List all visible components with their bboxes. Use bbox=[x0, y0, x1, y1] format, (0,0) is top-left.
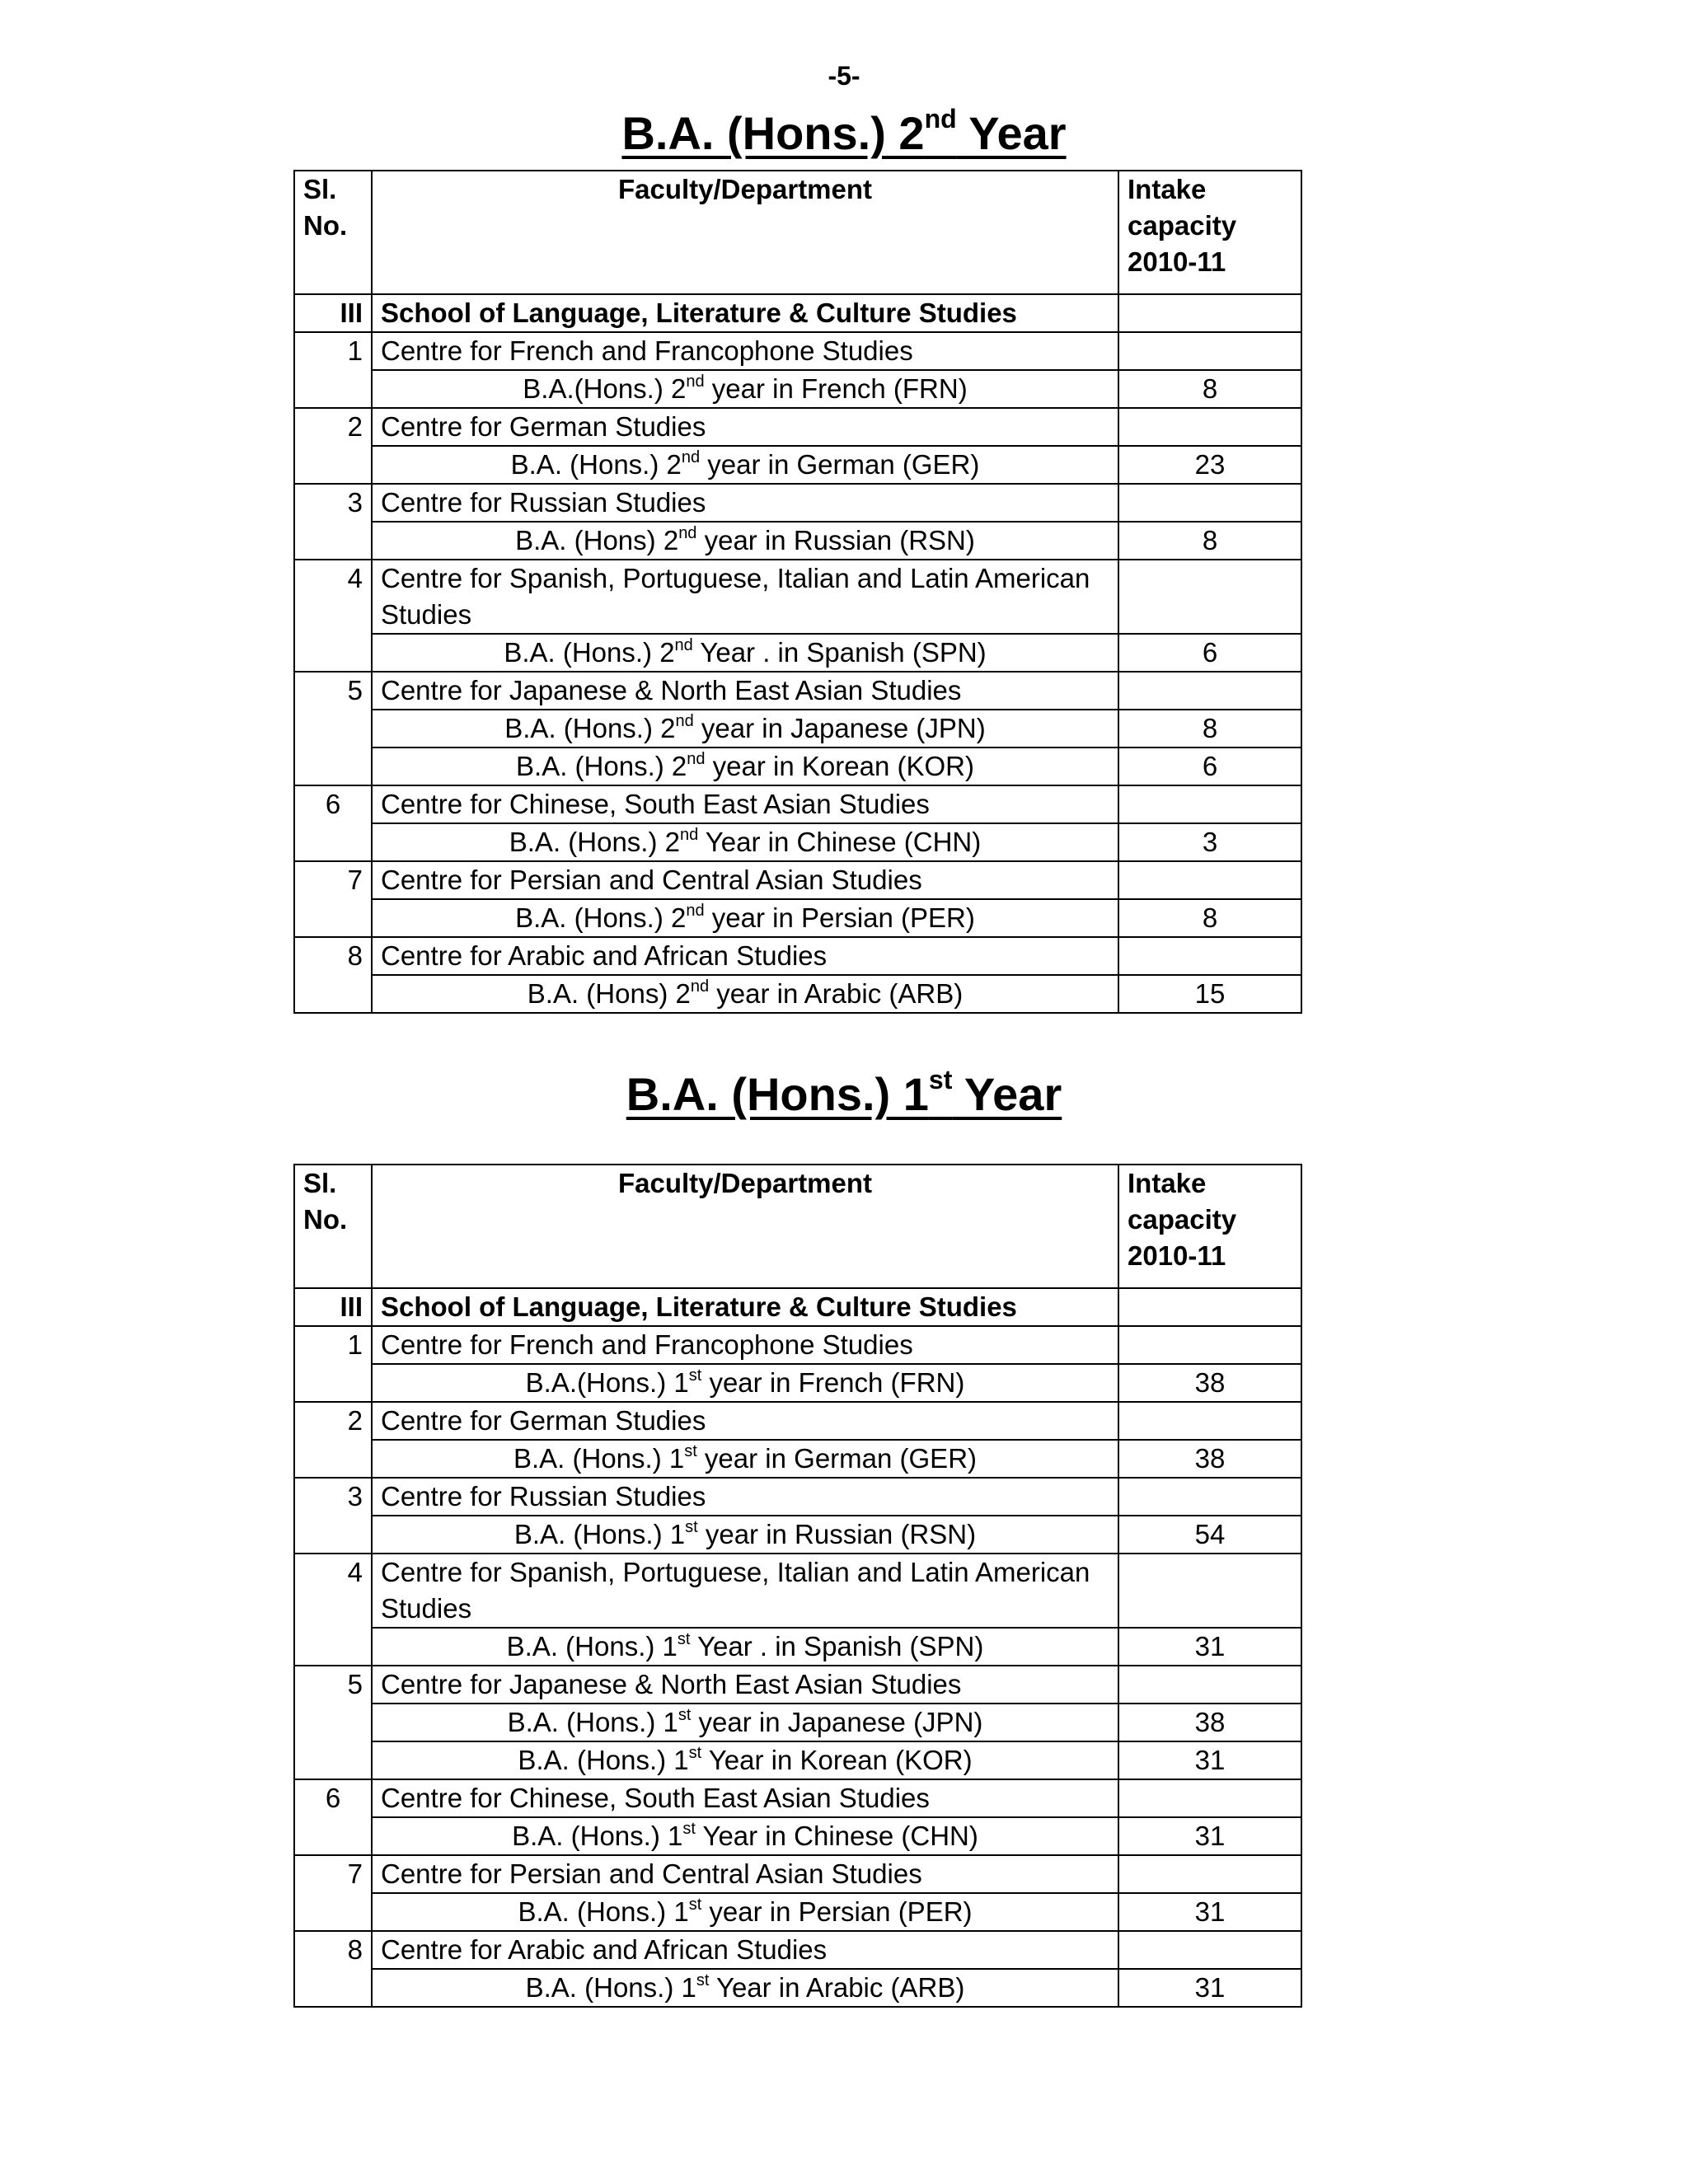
centre-capacity-cell bbox=[1118, 937, 1301, 975]
school-sl: III bbox=[294, 1288, 372, 1326]
programme-name-text: year in German (GER) bbox=[696, 1443, 978, 1474]
programme-name-text: year in Arabic (ARB) bbox=[709, 978, 964, 1009]
programme-name-text: year in Russian (RSN) bbox=[696, 525, 975, 555]
section-title-second-year: B.A. (Hons.) 2nd Year bbox=[621, 104, 1067, 159]
centre-row bbox=[294, 1666, 1301, 1704]
programme-row bbox=[294, 1741, 1301, 1779]
centre-capacity-cell bbox=[1118, 484, 1301, 522]
programme-row bbox=[294, 370, 1301, 408]
centre-capacity-cell bbox=[1118, 1855, 1301, 1893]
programme-name-text: Year in Chinese (CHN) bbox=[698, 827, 982, 857]
centre-name: Centre for Russian Studies bbox=[372, 484, 1118, 522]
serial-number: 6 bbox=[294, 1779, 372, 1855]
school-name: School of Language, Literature & Culture Studies bbox=[372, 294, 1118, 332]
table-header-row bbox=[294, 1165, 1301, 1288]
programme-name-text: B.A.(Hons.) 1 bbox=[525, 1367, 689, 1398]
programme-name-text: B.A. (Hons.) 2 bbox=[509, 827, 680, 857]
programme-name-text: year in French (FRN) bbox=[704, 373, 968, 404]
centre-row bbox=[294, 332, 1301, 370]
programme-name-text: B.A. (Hons.) 2 bbox=[516, 751, 687, 781]
serial-number: 4 bbox=[294, 560, 372, 672]
serial-number: 5 bbox=[294, 1666, 372, 1779]
centre-name: Centre for Persian and Central Asian Studies bbox=[372, 1855, 1118, 1893]
centre-capacity-cell bbox=[1118, 408, 1301, 446]
intake-capacity-value: 3 bbox=[1118, 823, 1301, 861]
page-number: -5- bbox=[828, 61, 860, 91]
centre-row bbox=[294, 484, 1301, 522]
programme-name-text: B.A. (Hons.) 1 bbox=[513, 1443, 685, 1474]
programme-row bbox=[294, 710, 1301, 748]
centre-name: Centre for Spanish, Portuguese, Italian and Latin American Studies bbox=[372, 1554, 1118, 1628]
intake-capacity-value: 8 bbox=[1118, 370, 1301, 408]
school-sl: III bbox=[294, 294, 372, 332]
serial-number: 5 bbox=[294, 672, 372, 785]
centre-name: Centre for Arabic and African Studies bbox=[372, 1931, 1118, 1969]
programme-name-text: year in German (GER) bbox=[700, 449, 980, 480]
programme-name bbox=[372, 1704, 1118, 1741]
centre-row bbox=[294, 1779, 1301, 1817]
header-intake-capacity: Intake capacity 2010-11 bbox=[1118, 1165, 1301, 1288]
centre-name: Centre for French and Francophone Studies bbox=[372, 332, 1118, 370]
serial-number: 3 bbox=[294, 484, 372, 560]
centre-name: Centre for French and Francophone Studies bbox=[372, 1326, 1118, 1364]
intake-capacity-value: 38 bbox=[1118, 1364, 1301, 1402]
centre-row bbox=[294, 1478, 1301, 1516]
programme-name-text: Year . in Spanish (SPN) bbox=[692, 637, 987, 668]
programme-name bbox=[372, 1969, 1118, 2007]
centre-row bbox=[294, 937, 1301, 975]
centre-name: Centre for Japanese & North East Asian Studies bbox=[372, 672, 1118, 710]
programme-name-text: Year . in Spanish (SPN) bbox=[690, 1631, 984, 1661]
centre-name: Centre for Chinese, South East Asian Studies bbox=[372, 1779, 1118, 1817]
serial-number: 8 bbox=[294, 1931, 372, 2007]
programme-row bbox=[294, 1704, 1301, 1741]
serial-number: 7 bbox=[294, 1855, 372, 1931]
section-title-first-year: B.A. (Hons.) 1st Year bbox=[626, 1065, 1062, 1120]
programme-name-text: year in Korean (KOR) bbox=[705, 751, 974, 781]
programme-name-text: B.A. (Hons.) 2 bbox=[504, 713, 676, 743]
centre-name: Centre for Persian and Central Asian Studies bbox=[372, 861, 1118, 899]
header-sl-no: Sl. No. bbox=[294, 1165, 372, 1288]
centre-capacity-cell bbox=[1118, 1326, 1301, 1364]
centre-row bbox=[294, 1554, 1301, 1628]
programme-row bbox=[294, 446, 1301, 484]
centre-capacity-cell bbox=[1118, 1779, 1301, 1817]
programme-year-suffix: nd bbox=[678, 524, 697, 542]
programme-row bbox=[294, 975, 1301, 1013]
intake-capacity-value: 54 bbox=[1118, 1516, 1301, 1554]
centre-capacity-cell bbox=[1118, 861, 1301, 899]
programme-year-suffix: st bbox=[678, 1706, 692, 1724]
programme-name-text: B.A.(Hons.) 2 bbox=[523, 373, 687, 404]
programme-year-suffix: st bbox=[688, 1896, 702, 1914]
intake-capacity-value: 31 bbox=[1118, 1817, 1301, 1855]
programme-row bbox=[294, 1893, 1301, 1931]
centre-name: Centre for German Studies bbox=[372, 408, 1118, 446]
intake-capacity-value: 15 bbox=[1118, 975, 1301, 1013]
programme-name-text: B.A. (Hons.) 1 bbox=[525, 1972, 696, 2003]
centre-row bbox=[294, 1326, 1301, 1364]
programme-name-text: year in Russian (RSN) bbox=[697, 1519, 977, 1549]
serial-number: 7 bbox=[294, 861, 372, 937]
programme-year-suffix: st bbox=[688, 1366, 702, 1385]
intake-capacity-value: 6 bbox=[1118, 748, 1301, 785]
programme-name-text: year in Persian (PER) bbox=[701, 1896, 973, 1927]
programme-name-text: B.A. (Hons.) 1 bbox=[518, 1745, 689, 1775]
centre-name: Centre for Chinese, South East Asian Studies bbox=[372, 785, 1118, 823]
programme-name-text: B.A. (Hons.) 2 bbox=[510, 449, 682, 480]
programme-year-suffix: st bbox=[688, 1744, 702, 1762]
serial-number: 1 bbox=[294, 332, 372, 408]
centre-capacity-cell bbox=[1118, 560, 1301, 634]
intake-capacity-value: 31 bbox=[1118, 1893, 1301, 1931]
centre-name: Centre for Japanese & North East Asian Studies bbox=[372, 1666, 1118, 1704]
programme-name bbox=[372, 522, 1118, 560]
programme-name-text: year in French (FRN) bbox=[701, 1367, 965, 1398]
table-header-row bbox=[294, 171, 1301, 294]
programme-row bbox=[294, 823, 1301, 861]
intake-capacity-value: 23 bbox=[1118, 446, 1301, 484]
programme-year-suffix: nd bbox=[674, 636, 693, 654]
intake-capacity-value: 31 bbox=[1118, 1969, 1301, 2007]
programme-row bbox=[294, 634, 1301, 672]
centre-capacity-cell bbox=[1118, 332, 1301, 370]
programme-name-text: B.A. (Hons) 2 bbox=[527, 978, 691, 1009]
school-row bbox=[294, 1288, 1301, 1326]
programme-year-suffix: st bbox=[682, 1820, 696, 1838]
centre-row bbox=[294, 1855, 1301, 1893]
programme-name bbox=[372, 446, 1118, 484]
header-faculty-department: Faculty/Department bbox=[372, 171, 1118, 294]
school-capacity-cell bbox=[1118, 294, 1301, 332]
intake-capacity-value: 38 bbox=[1118, 1440, 1301, 1478]
school-capacity-cell bbox=[1118, 1288, 1301, 1326]
serial-number: 8 bbox=[294, 937, 372, 1013]
intake-capacity-value: 8 bbox=[1118, 899, 1301, 937]
centre-name: Centre for German Studies bbox=[372, 1402, 1118, 1440]
programme-name-text: B.A. (Hons) 2 bbox=[515, 525, 679, 555]
serial-number: 2 bbox=[294, 408, 372, 484]
programme-name-text: B.A. (Hons.) 1 bbox=[513, 1519, 686, 1549]
intake-capacity-value: 31 bbox=[1118, 1741, 1301, 1779]
centre-capacity-cell bbox=[1118, 1931, 1301, 1969]
centre-name: Centre for Arabic and African Studies bbox=[372, 937, 1118, 975]
intake-table-first-year bbox=[293, 1164, 1302, 2008]
programme-name bbox=[372, 1741, 1118, 1779]
centre-capacity-cell bbox=[1118, 785, 1301, 823]
programme-name bbox=[372, 1893, 1118, 1931]
intake-capacity-value: 8 bbox=[1118, 522, 1301, 560]
programme-name-text: year in Japanese (JPN) bbox=[693, 713, 986, 743]
programme-year-suffix: nd bbox=[686, 902, 705, 920]
intake-capacity-value: 31 bbox=[1118, 1628, 1301, 1666]
programme-name bbox=[372, 634, 1118, 672]
programme-name bbox=[372, 1516, 1118, 1554]
centre-capacity-cell bbox=[1118, 1554, 1301, 1628]
centre-row bbox=[294, 785, 1301, 823]
programme-year-suffix: nd bbox=[687, 750, 706, 768]
programme-name-text: B.A. (Hons.) 1 bbox=[512, 1821, 683, 1851]
programme-name-text: year in Japanese (JPN) bbox=[691, 1707, 983, 1737]
centre-capacity-cell bbox=[1118, 1402, 1301, 1440]
programme-name bbox=[372, 1817, 1118, 1855]
programme-row bbox=[294, 1516, 1301, 1554]
programme-row bbox=[294, 1628, 1301, 1666]
header-intake-capacity: Intake capacity 2010-11 bbox=[1118, 171, 1301, 294]
intake-capacity-value: 38 bbox=[1118, 1704, 1301, 1741]
programme-name bbox=[372, 823, 1118, 861]
programme-name bbox=[372, 1440, 1118, 1478]
intake-capacity-value: 8 bbox=[1118, 710, 1301, 748]
programme-name-text: B.A. (Hons.) 1 bbox=[518, 1896, 689, 1927]
programme-row bbox=[294, 522, 1301, 560]
programme-name-text: B.A. (Hons.) 2 bbox=[504, 637, 675, 668]
centre-row bbox=[294, 408, 1301, 446]
programme-name bbox=[372, 748, 1118, 785]
school-row bbox=[294, 294, 1301, 332]
programme-name-text: Year in Korean (KOR) bbox=[701, 1745, 973, 1775]
centre-capacity-cell bbox=[1118, 1666, 1301, 1704]
intake-capacity-value: 6 bbox=[1118, 634, 1301, 672]
programme-name bbox=[372, 899, 1118, 937]
programme-name-text: Year in Arabic (ARB) bbox=[709, 1972, 965, 2003]
programme-name-text: B.A. (Hons.) 2 bbox=[515, 902, 687, 933]
centre-row bbox=[294, 1402, 1301, 1440]
programme-name-text: Year in Chinese (CHN) bbox=[695, 1821, 978, 1851]
serial-number: 6 bbox=[294, 785, 372, 861]
centre-row bbox=[294, 1931, 1301, 1969]
centre-row bbox=[294, 672, 1301, 710]
centre-capacity-cell bbox=[1118, 1478, 1301, 1516]
centre-capacity-cell bbox=[1118, 672, 1301, 710]
centre-name: Centre for Spanish, Portuguese, Italian and Latin American Studies bbox=[372, 560, 1118, 634]
programme-name-text: year in Persian (PER) bbox=[704, 902, 975, 933]
programme-name bbox=[372, 1364, 1118, 1402]
programme-row bbox=[294, 1969, 1301, 2007]
centre-name: Centre for Russian Studies bbox=[372, 1478, 1118, 1516]
programme-year-suffix: nd bbox=[681, 448, 701, 466]
programme-year-suffix: nd bbox=[686, 373, 705, 391]
programme-row bbox=[294, 748, 1301, 785]
serial-number: 3 bbox=[294, 1478, 372, 1554]
programme-year-suffix: nd bbox=[675, 712, 694, 730]
serial-number: 2 bbox=[294, 1402, 372, 1478]
programme-row bbox=[294, 899, 1301, 937]
programme-year-suffix: st bbox=[696, 1971, 710, 1990]
programme-name bbox=[372, 1628, 1118, 1666]
programme-name bbox=[372, 710, 1118, 748]
centre-row bbox=[294, 861, 1301, 899]
programme-name-text: B.A. (Hons.) 1 bbox=[507, 1707, 678, 1737]
centre-row bbox=[294, 560, 1301, 634]
school-name: School of Language, Literature & Culture Studies bbox=[372, 1288, 1118, 1326]
programme-year-suffix: nd bbox=[690, 977, 710, 996]
intake-table-second-year bbox=[293, 170, 1302, 1014]
serial-number: 4 bbox=[294, 1554, 372, 1666]
programme-year-suffix: st bbox=[677, 1630, 691, 1648]
programme-year-suffix: nd bbox=[679, 826, 699, 844]
programme-name bbox=[372, 975, 1118, 1013]
programme-name bbox=[372, 370, 1118, 408]
programme-year-suffix: st bbox=[685, 1518, 698, 1536]
programme-row bbox=[294, 1364, 1301, 1402]
programme-row bbox=[294, 1440, 1301, 1478]
header-faculty-department: Faculty/Department bbox=[372, 1165, 1118, 1288]
header-sl-no: Sl. No. bbox=[294, 171, 372, 294]
programme-name-text: B.A. (Hons.) 1 bbox=[506, 1631, 678, 1661]
serial-number: 1 bbox=[294, 1326, 372, 1402]
programme-row bbox=[294, 1817, 1301, 1855]
programme-year-suffix: st bbox=[684, 1442, 697, 1460]
